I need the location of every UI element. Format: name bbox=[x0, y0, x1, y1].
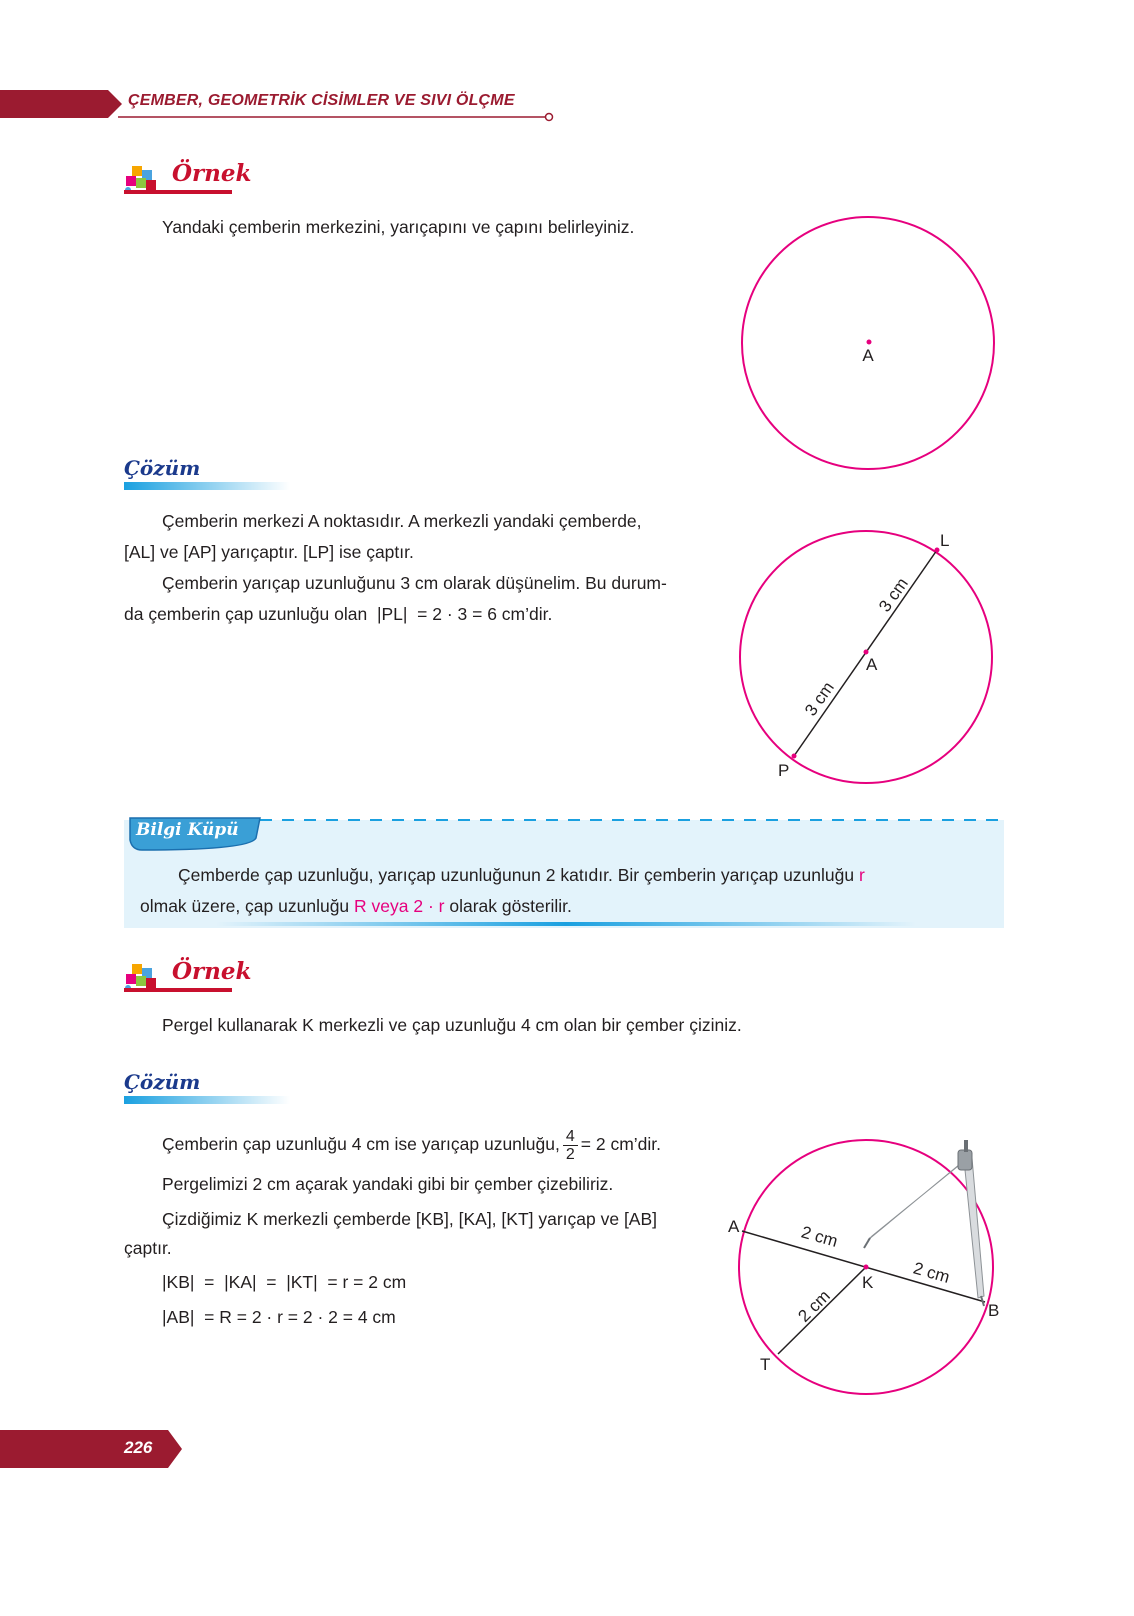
point-K bbox=[864, 1265, 869, 1270]
compass-circle-figure bbox=[720, 1136, 1020, 1396]
fraction-numerator: 4 bbox=[563, 1128, 578, 1146]
center-label: A bbox=[862, 346, 874, 365]
page-number: 226 bbox=[124, 1438, 153, 1457]
info-box-title: Bilgi Küpü bbox=[136, 820, 239, 840]
segment-AL-length: 3 cm bbox=[875, 574, 912, 616]
solution2-line2: Pergelimizi 2 cm açarak yandaki gibi bir çember çizebiliriz. bbox=[162, 1174, 614, 1194]
label-B: B bbox=[988, 1301, 1000, 1320]
segment-KT-length: 2 cm bbox=[794, 1286, 834, 1326]
header-band bbox=[0, 0, 1134, 130]
info-highlight: R veya 2 · r bbox=[354, 896, 445, 916]
example-label: Örnek bbox=[172, 958, 252, 985]
solution2-line3: Çizdiğimiz K merkezli çemberde [KB], [KA], [KT] yarıçap ve [AB] bbox=[162, 1209, 658, 1229]
example-underline bbox=[124, 988, 232, 992]
info-line2-post: olarak gösterilir. bbox=[449, 896, 572, 916]
label-A: A bbox=[728, 1217, 740, 1236]
solution-underline bbox=[124, 1096, 290, 1106]
solution1-line1: Çemberin merkezi A noktasıdır. A merkezli yandaki çemberde, bbox=[162, 511, 642, 531]
segment-KB-length: 2 cm bbox=[911, 1258, 952, 1287]
point-L bbox=[935, 548, 940, 553]
chapter-title: ÇEMBER, GEOMETRİK CİSİMLER VE SIVI ÖLÇME bbox=[128, 92, 515, 109]
solution-label: Çözüm bbox=[124, 1070, 201, 1094]
example-underline bbox=[124, 190, 232, 194]
circle-figure-1 bbox=[730, 205, 1010, 485]
fraction bbox=[563, 1128, 578, 1163]
info-line1-text: Çemberde çap uzunluğu, yarıçap uzunluğunun 2 katıdır. Bir çemberin yarıçap uzunluğu bbox=[178, 865, 855, 885]
center-point bbox=[867, 340, 872, 345]
page-number-band bbox=[0, 1428, 200, 1470]
solution1-line2: [AL] ve [AP] yarıçaptır. [LP] ise çaptır. bbox=[124, 542, 414, 562]
example2-question: Pergel kullanarak K merkezli ve çap uzunluğu 4 cm olan bir çember çiziniz. bbox=[162, 1015, 742, 1035]
fraction-denominator: 2 bbox=[565, 1146, 575, 1163]
label-T: T bbox=[760, 1355, 771, 1374]
solution-label: Çözüm bbox=[124, 456, 201, 480]
solution-underline bbox=[124, 482, 290, 492]
example-label: Örnek bbox=[172, 160, 252, 187]
point-A bbox=[864, 650, 869, 655]
solution1-line4: da çemberin çap uzunluğu olan |PL| = 2 · 3 = 6 cm’dir. bbox=[124, 604, 553, 624]
solution2-eq2: |AB| = R = 2 · r = 2 · 2 = 4 cm bbox=[162, 1307, 396, 1327]
solution2-line4: çaptır. bbox=[124, 1238, 172, 1258]
segment-KA-length: 2 cm bbox=[799, 1222, 840, 1251]
label-K: K bbox=[862, 1273, 874, 1292]
info-line2 bbox=[140, 891, 572, 922]
circle-figure-2 bbox=[728, 520, 1018, 810]
info-line1 bbox=[140, 860, 970, 891]
label-A: A bbox=[866, 655, 878, 674]
info-line2-pre: olmak üzere, çap uzunluğu bbox=[140, 896, 350, 916]
solution2-line1 bbox=[162, 1128, 661, 1163]
compass-icon bbox=[864, 1140, 984, 1306]
solution2-eq1: |KB| = |KA| = |KT| = r = 2 cm bbox=[162, 1272, 407, 1292]
example1-question: Yandaki çemberin merkezini, yarıçapını ve çapını belirleyiniz. bbox=[162, 217, 635, 237]
label-P: P bbox=[778, 761, 790, 780]
solution2-line1-post: = 2 cm’dir. bbox=[580, 1134, 662, 1155]
info-var-r: r bbox=[858, 865, 865, 885]
solution2-line1-pre: Çemberin çap uzunluğu 4 cm ise yarıçap uzunluğu, bbox=[162, 1134, 560, 1155]
point-P bbox=[792, 754, 797, 759]
label-L: L bbox=[940, 531, 950, 550]
solution1-line3: Çemberin yarıçap uzunluğunu 3 cm olarak düşünelim. Bu durum- bbox=[162, 573, 667, 593]
segment-AP-length: 3 cm bbox=[801, 678, 838, 720]
